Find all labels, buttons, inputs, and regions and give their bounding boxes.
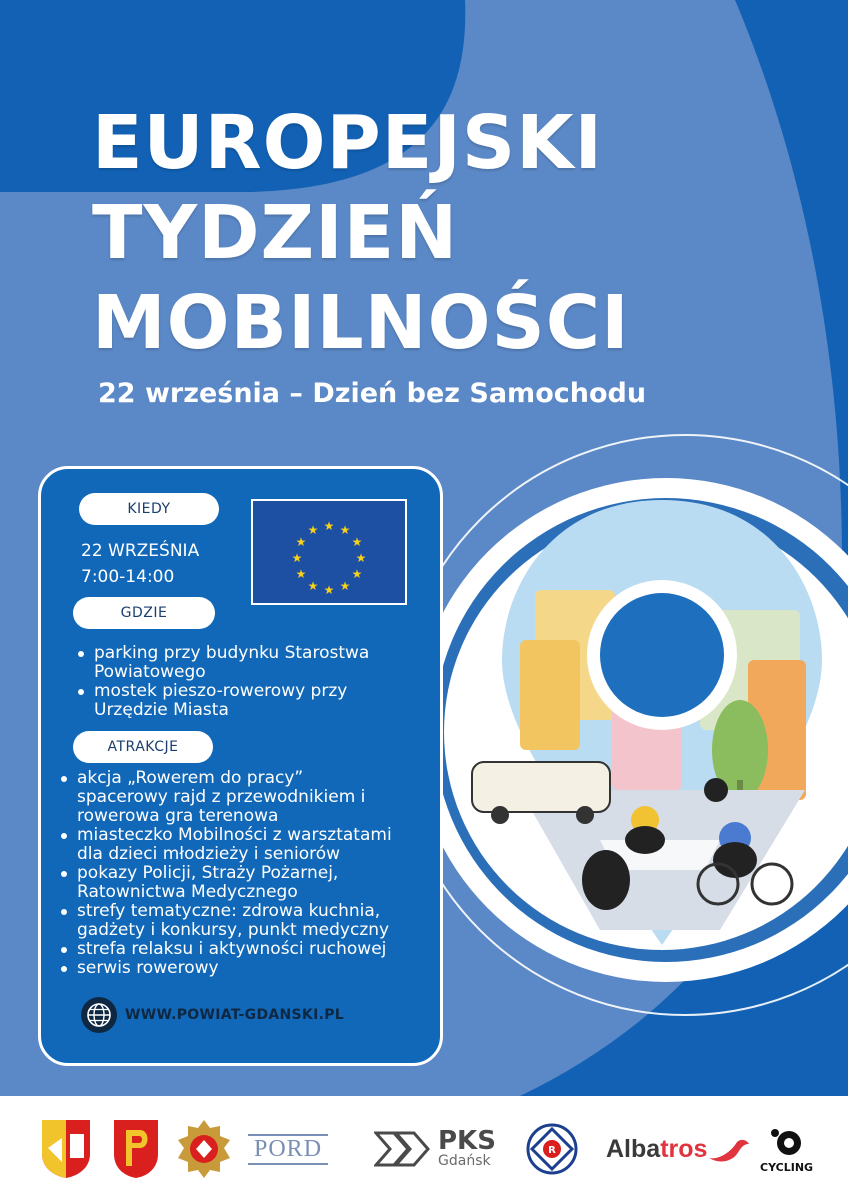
attraction-item: serwis rowerowy <box>57 959 392 978</box>
website-link[interactable] <box>81 997 344 1033</box>
attractions-list <box>57 769 392 978</box>
fire-brigade-icon <box>176 1118 232 1180</box>
where-item: parking przy budynku Starostwa Powiatowego <box>74 644 369 682</box>
svg-text:★: ★ <box>355 551 367 565</box>
info-card <box>38 466 443 1066</box>
when-label: KIEDY <box>79 493 219 525</box>
attraction-item: miasteczko Mobilności z warsztatami dla dzieci młodzieży i seniorów <box>57 826 392 864</box>
where-item: mostek pieszo-rowerowy przy Urzędzie Miasta <box>74 682 369 720</box>
pks-text: PKS <box>438 1126 496 1156</box>
eu-stars-icon <box>253 501 405 603</box>
svg-text:★: ★ <box>339 579 351 593</box>
pord-text: PORD <box>254 1135 323 1162</box>
website-url[interactable]: WWW.POWIAT-GDANSKI.PL <box>125 1007 344 1023</box>
title-line-1: EUROPEJSKI <box>92 100 604 186</box>
svg-text:★: ★ <box>307 579 319 593</box>
where-label: GDZIE <box>73 597 215 629</box>
svg-text:★: ★ <box>351 567 363 581</box>
title-line-2: TYDZIEŃ <box>92 190 459 276</box>
where-list <box>74 644 369 720</box>
svg-text:★: ★ <box>351 535 363 549</box>
albatros-logo <box>606 1118 751 1180</box>
pks-logo <box>374 1118 496 1180</box>
svg-text:★: ★ <box>295 535 307 549</box>
coat-of-arms-1-icon <box>40 1118 92 1180</box>
subtitle: 22 września – Dzień bez Samochodu <box>98 378 647 409</box>
svg-text:★: ★ <box>323 519 335 533</box>
svg-text:R: R <box>548 1145 556 1156</box>
attraction-item: strefy tematyczne: zdrowa kuchnia, gadżety i konkursy, punkt medyczny <box>57 902 392 940</box>
cycling-planet-logo <box>760 1118 813 1180</box>
albatros-bird-icon <box>707 1134 751 1164</box>
svg-text:★: ★ <box>323 583 335 597</box>
attraction-item: akcja „Rowerem do pracy” spacerowy rajd z przewodnikiem i rowerowa gra terenowa <box>57 769 392 826</box>
cycling-planet-icon <box>767 1125 807 1161</box>
event-date: 22 WRZEŚNIA <box>81 541 200 561</box>
albatros-text-b: tros <box>660 1134 708 1163</box>
cycling-text: CYCLING <box>760 1160 814 1174</box>
title-line-3: MOBILNOŚCI <box>92 280 630 366</box>
event-time: 7:00-14:00 <box>81 567 175 587</box>
coat-of-arms-2-icon <box>112 1118 160 1180</box>
svg-text:★: ★ <box>339 523 351 537</box>
pks-subtext: Gdańsk <box>438 1153 491 1169</box>
attractions-label: ATRAKCJE <box>73 731 213 763</box>
road-safety-icon <box>526 1118 578 1180</box>
attraction-item: strefa relaksu i aktywności ruchowej <box>57 940 392 959</box>
pord-logo <box>248 1118 328 1180</box>
svg-text:★: ★ <box>291 551 303 565</box>
attraction-item: pokazy Policji, Straży Pożarnej, Ratownictwa Medycznego <box>57 864 392 902</box>
globe-icon <box>81 997 117 1033</box>
albatros-text-a: Alba <box>606 1134 661 1163</box>
pks-mark-icon <box>374 1129 430 1169</box>
main-title <box>92 98 792 368</box>
eu-flag-icon <box>251 499 407 605</box>
svg-text:★: ★ <box>295 567 307 581</box>
svg-text:★: ★ <box>307 523 319 537</box>
